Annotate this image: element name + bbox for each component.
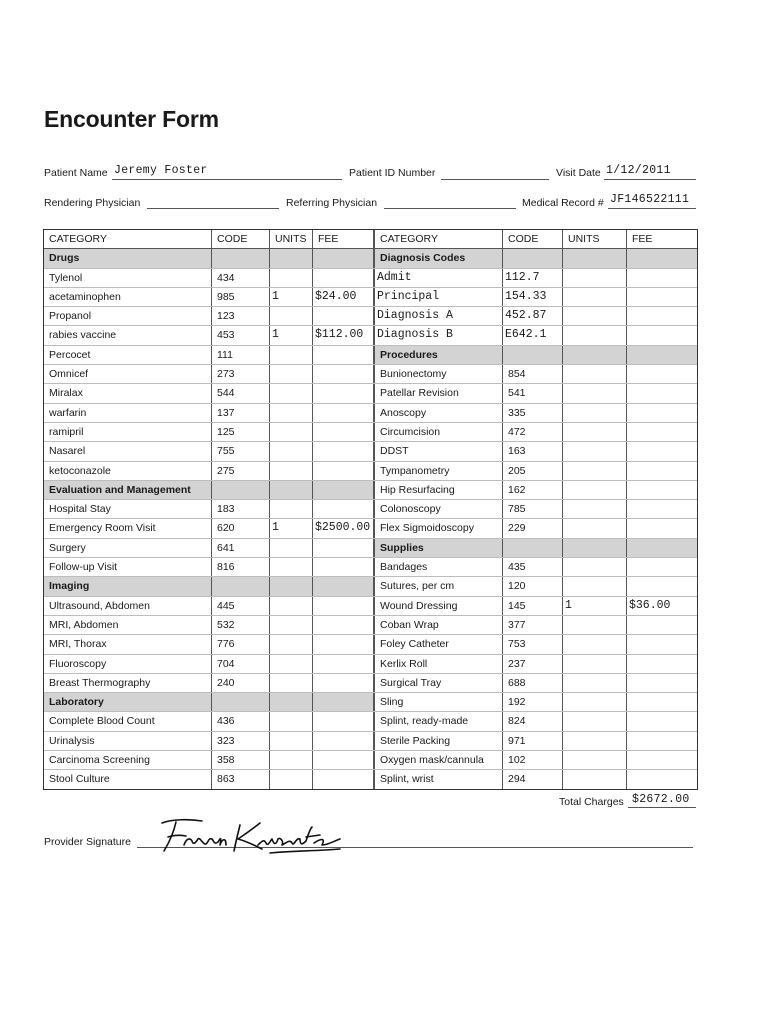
cell-right-units[interactable] — [563, 712, 627, 730]
cell-right-fee[interactable] — [627, 326, 697, 344]
cell-left-code: 434 — [212, 269, 270, 287]
header-code-left: CODE — [212, 230, 270, 248]
cell-right-fee[interactable] — [627, 288, 697, 306]
header-units-left: UNITS — [270, 230, 313, 248]
cell-left-category: Stool Culture — [44, 770, 212, 788]
cell-left-code: 111 — [212, 346, 270, 364]
cell-left-fee[interactable] — [313, 346, 374, 364]
cell-left-units[interactable] — [270, 712, 313, 730]
table-row — [44, 346, 697, 365]
cell-left-units — [270, 249, 313, 267]
table-header-row — [44, 230, 697, 249]
cell-right-category: Flex Sigmoidoscopy — [374, 519, 503, 537]
cell-right-fee — [627, 539, 697, 557]
cell-left-code: 620 — [212, 519, 270, 537]
cell-left-category: Carcinoma Screening — [44, 751, 212, 769]
charges-table — [43, 229, 698, 790]
cell-left-fee[interactable] — [313, 269, 374, 287]
cell-right-code — [503, 539, 563, 557]
cell-left-units[interactable] — [270, 751, 313, 769]
cell-right-category: Supplies — [374, 539, 503, 557]
cell-right-fee[interactable] — [627, 655, 697, 673]
header-units-right: UNITS — [563, 230, 627, 248]
cell-right-fee[interactable] — [627, 519, 697, 537]
cell-right-units — [563, 346, 627, 364]
visit-date-value[interactable]: 1/12/2011 — [606, 164, 671, 177]
cell-left-fee[interactable] — [313, 365, 374, 383]
cell-left-code: 358 — [212, 751, 270, 769]
cell-right-fee[interactable] — [627, 577, 697, 595]
cell-left-category: Imaging — [44, 577, 212, 595]
medical-record-line — [608, 208, 696, 209]
table-row — [44, 732, 697, 751]
cell-left-category: Complete Blood Count — [44, 712, 212, 730]
table-row — [44, 693, 697, 712]
cell-left-code — [212, 577, 270, 595]
rendering-physician-line — [147, 208, 279, 209]
cell-right-code: 971 — [503, 732, 563, 750]
cell-left-units[interactable] — [270, 539, 313, 557]
cell-left-units[interactable] — [270, 500, 313, 518]
cell-left-units[interactable] — [270, 423, 313, 441]
cell-left-units[interactable] — [270, 635, 313, 653]
cell-right-fee[interactable] — [627, 616, 697, 634]
total-charges-line — [628, 807, 696, 808]
header-fee-right: FEE — [632, 233, 653, 245]
cell-right-fee[interactable] — [627, 693, 697, 711]
cell-left-code: 776 — [212, 635, 270, 653]
cell-right-category[interactable]: Diagnosis A — [374, 307, 503, 325]
header-fee-left: FEE — [313, 230, 374, 248]
cell-left-code: 453 — [212, 326, 270, 344]
cell-right-fee[interactable] — [627, 635, 697, 653]
cell-right-fee[interactable] — [627, 481, 697, 499]
cell-left-units[interactable] — [270, 770, 313, 788]
cell-left-code: 863 — [212, 770, 270, 788]
table-row — [44, 577, 697, 596]
cell-left-fee[interactable] — [313, 732, 374, 750]
cell-left-category: Ultrasound, Abdomen — [44, 597, 212, 615]
cell-right-fee[interactable] — [627, 674, 697, 692]
cell-left-units[interactable] — [270, 558, 313, 576]
cell-left-category: Tylenol — [44, 269, 212, 287]
cell-right-category: Coban Wrap — [374, 616, 503, 634]
cell-left-fee — [313, 249, 374, 267]
cell-right-units[interactable]: 1 — [563, 597, 627, 615]
cell-left-units[interactable] — [270, 442, 313, 460]
cell-right-units[interactable] — [563, 269, 627, 287]
cell-left-units[interactable]: 1 — [270, 326, 313, 344]
cell-right-code: 753 — [503, 635, 563, 653]
cell-right-code: 688 — [503, 674, 563, 692]
cell-right-category: Anoscopy — [374, 404, 503, 422]
table-row — [44, 288, 697, 307]
cell-right-category[interactable]: Diagnosis B — [374, 326, 503, 344]
cell-left-units — [270, 693, 313, 711]
cell-right-category: Bunionectomy — [374, 365, 503, 383]
cell-left-fee[interactable]: $112.00 — [313, 326, 374, 344]
cell-left-code: 137 — [212, 404, 270, 422]
cell-right-fee[interactable] — [627, 712, 697, 730]
table-row — [44, 442, 697, 461]
cell-right-code — [503, 346, 563, 364]
cell-left-fee[interactable] — [313, 616, 374, 634]
cell-right-code: 237 — [503, 655, 563, 673]
table-row — [44, 307, 697, 326]
cell-right-fee[interactable] — [627, 384, 697, 402]
total-charges-value: $2672.00 — [632, 793, 690, 806]
cell-left-units — [270, 577, 313, 595]
cell-left-category: Follow-up Visit — [44, 558, 212, 576]
cell-left-fee[interactable] — [313, 423, 374, 441]
cell-right-code: 472 — [503, 423, 563, 441]
table-row — [44, 249, 697, 268]
referring-physician-line — [384, 208, 516, 209]
cell-right-category: Procedures — [374, 346, 503, 364]
cell-right-code[interactable]: 452.87 — [503, 307, 563, 325]
cell-left-units[interactable] — [270, 616, 313, 634]
cell-left-category: Nasarel — [44, 442, 212, 460]
cell-right-units[interactable] — [563, 616, 627, 634]
cell-left-fee[interactable] — [313, 635, 374, 653]
cell-right-code: 163 — [503, 442, 563, 460]
cell-left-category: rabies vaccine — [44, 326, 212, 344]
table-row — [44, 519, 697, 538]
cell-right-category: Hip Resurfacing — [374, 481, 503, 499]
cell-left-category: Surgery — [44, 539, 212, 557]
cell-right-code[interactable]: 154.33 — [503, 288, 563, 306]
cell-right-code: 229 — [503, 519, 563, 537]
cell-right-fee[interactable]: $36.00 — [629, 598, 671, 612]
cell-left-code: 445 — [212, 597, 270, 615]
provider-signature-label: Provider Signature — [44, 836, 131, 848]
cell-right-code: 205 — [503, 462, 563, 480]
cell-left-code: 323 — [212, 732, 270, 750]
cell-right-code[interactable]: E642.1 — [503, 326, 563, 344]
cell-right-units — [563, 249, 627, 267]
cell-left-category: Miralax — [44, 384, 212, 402]
cell-left-code: 273 — [212, 365, 270, 383]
cell-right-fee[interactable] — [627, 404, 697, 422]
cell-right-category: Circumcision — [374, 423, 503, 441]
cell-left-units[interactable] — [270, 404, 313, 422]
cell-left-category: Breast Thermography — [44, 674, 212, 692]
table-row — [44, 751, 697, 770]
cell-right-code: 294 — [503, 770, 563, 788]
cell-right-units[interactable] — [563, 693, 627, 711]
cell-right-category: Splint, ready-made — [374, 712, 503, 730]
table-row — [44, 558, 697, 577]
cell-left-category: Percocet — [44, 346, 212, 364]
cell-right-units[interactable] — [563, 674, 627, 692]
cell-right-code: 377 — [503, 616, 563, 634]
cell-right-fee[interactable] — [627, 751, 697, 769]
cell-left-code: 183 — [212, 500, 270, 518]
cell-left-category: Evaluation and Management — [44, 481, 212, 499]
cell-left-units[interactable] — [270, 597, 313, 615]
cell-left-units[interactable] — [270, 674, 313, 692]
cell-right-units[interactable] — [563, 423, 627, 441]
cell-right-fee[interactable] — [627, 732, 697, 750]
cell-left-fee[interactable] — [313, 442, 374, 460]
cell-left-category: Hospital Stay — [44, 500, 212, 518]
cell-left-code: 985 — [212, 288, 270, 306]
table-row — [44, 770, 697, 788]
cell-right-units[interactable] — [563, 365, 627, 383]
table-row — [44, 326, 697, 345]
cell-left-category: ketoconazole — [44, 462, 212, 480]
cell-left-code: 532 — [212, 616, 270, 634]
cell-right-code: 335 — [503, 404, 563, 422]
patient-name-label: Patient Name — [44, 167, 108, 179]
cell-right-category[interactable]: Admit — [374, 269, 503, 287]
cell-right-units[interactable] — [563, 519, 627, 537]
cell-left-fee[interactable] — [313, 770, 374, 788]
cell-left-fee[interactable]: $24.00 — [313, 288, 374, 306]
cell-right-category: Splint, wrist — [374, 770, 503, 788]
cell-right-units[interactable] — [563, 442, 627, 460]
cell-right-code: 824 — [503, 712, 563, 730]
cell-left-fee[interactable] — [313, 539, 374, 557]
cell-left-fee[interactable] — [313, 307, 374, 325]
cell-left-code: 641 — [212, 539, 270, 557]
cell-left-category: Fluoroscopy — [44, 655, 212, 673]
rendering-physician-label: Rendering Physician — [44, 197, 141, 209]
page-title: Encounter Form — [44, 106, 219, 132]
cell-left-category: acetaminophen — [44, 288, 212, 306]
cell-right-units[interactable] — [563, 635, 627, 653]
table-row — [44, 481, 697, 500]
cell-left-fee[interactable] — [313, 404, 374, 422]
table-row — [44, 423, 697, 442]
cell-left-code — [212, 693, 270, 711]
visit-date-line — [604, 179, 696, 180]
cell-right-code: 854 — [503, 365, 563, 383]
header-category-left: CATEGORY — [44, 230, 212, 248]
cell-right-code: 541 — [503, 384, 563, 402]
cell-left-fee[interactable] — [313, 500, 374, 518]
cell-right-units[interactable] — [563, 481, 627, 499]
cell-right-code: 785 — [503, 500, 563, 518]
table-row — [44, 462, 697, 481]
cell-left-fee[interactable]: $2500.00 — [313, 519, 374, 537]
cell-left-category: Omnicef — [44, 365, 212, 383]
cell-left-code: 704 — [212, 655, 270, 673]
cell-left-code: 125 — [212, 423, 270, 441]
cell-right-units[interactable] — [563, 288, 627, 306]
cell-left-category: ramipril — [44, 423, 212, 441]
cell-right-units[interactable] — [563, 500, 627, 518]
table-row — [44, 384, 697, 403]
cell-right-units[interactable] — [563, 751, 627, 769]
cell-right-category: Foley Catheter — [374, 635, 503, 653]
header-category-right: CATEGORY — [374, 230, 503, 248]
patient-id-label: Patient ID Number — [349, 167, 436, 179]
cell-right-category: Colonoscopy — [374, 500, 503, 518]
cell-right-category: Kerlix Roll — [374, 655, 503, 673]
cell-left-fee[interactable] — [313, 712, 374, 730]
cell-left-code: 240 — [212, 674, 270, 692]
cell-left-units[interactable] — [270, 307, 313, 325]
cell-right-units[interactable] — [563, 558, 627, 576]
cell-left-category: Propanol — [44, 307, 212, 325]
cell-right-code: 120 — [503, 577, 563, 595]
cell-left-units[interactable]: 1 — [270, 288, 313, 306]
cell-right-fee — [627, 249, 697, 267]
cell-right-category: Patellar Revision — [374, 384, 503, 402]
cell-left-units[interactable] — [270, 346, 313, 364]
cell-left-fee[interactable] — [313, 558, 374, 576]
cell-left-code: 816 — [212, 558, 270, 576]
cell-right-fee[interactable] — [627, 365, 697, 383]
cell-left-code: 275 — [212, 462, 270, 480]
patient-id-line — [441, 179, 549, 180]
cell-left-units[interactable] — [270, 384, 313, 402]
cell-left-code: 436 — [212, 712, 270, 730]
referring-physician-label: Referring Physician — [286, 197, 378, 209]
cell-right-code: 192 — [503, 693, 563, 711]
table-row — [44, 597, 697, 616]
cell-left-code: 123 — [212, 307, 270, 325]
cell-right-category: Sterile Packing — [374, 732, 503, 750]
cell-right-units[interactable] — [563, 384, 627, 402]
table-row — [44, 404, 697, 423]
cell-right-fee[interactable] — [627, 423, 697, 441]
provider-signature — [150, 815, 350, 857]
table-row — [44, 269, 697, 288]
cell-left-category: MRI, Thorax — [44, 635, 212, 653]
cell-right-units[interactable] — [563, 326, 627, 344]
patient-name-line — [112, 179, 342, 180]
medical-record-value[interactable]: JF146522111 — [610, 193, 690, 206]
cell-left-units[interactable] — [270, 462, 313, 480]
patient-name-value[interactable]: Jeremy Foster — [114, 164, 208, 177]
table-row — [44, 500, 697, 519]
cell-left-category: warfarin — [44, 404, 212, 422]
cell-left-fee[interactable] — [313, 674, 374, 692]
cell-right-units[interactable] — [563, 770, 627, 788]
cell-left-fee[interactable] — [313, 597, 374, 615]
cell-right-fee[interactable] — [627, 442, 697, 460]
cell-left-units[interactable] — [270, 655, 313, 673]
cell-left-fee[interactable] — [313, 384, 374, 402]
cell-right-category: Surgical Tray — [374, 674, 503, 692]
cell-left-category: Drugs — [44, 249, 212, 267]
cell-left-units[interactable]: 1 — [270, 519, 313, 537]
cell-left-code — [212, 481, 270, 499]
cell-right-category: Wound Dressing — [374, 597, 503, 615]
cell-left-code: 544 — [212, 384, 270, 402]
cell-right-code: 145 — [503, 597, 563, 615]
cell-right-units[interactable] — [563, 577, 627, 595]
table-row — [44, 712, 697, 731]
table-row — [44, 635, 697, 654]
cell-right-category: Bandages — [374, 558, 503, 576]
cell-left-code: 755 — [212, 442, 270, 460]
cell-right-category: Diagnosis Codes — [374, 249, 503, 267]
cell-left-units[interactable] — [270, 269, 313, 287]
cell-right-category: Tympanometry — [374, 462, 503, 480]
cell-left-units[interactable] — [270, 365, 313, 383]
cell-right-fee[interactable] — [627, 770, 697, 788]
cell-right-fee[interactable] — [627, 462, 697, 480]
cell-right-code — [503, 249, 563, 267]
table-row — [44, 655, 697, 674]
cell-left-category: Emergency Room Visit — [44, 519, 212, 537]
cell-right-units[interactable] — [563, 655, 627, 673]
table-row — [44, 539, 697, 558]
total-charges-label: Total Charges — [559, 796, 624, 808]
cell-left-fee[interactable] — [313, 462, 374, 480]
cell-left-units[interactable] — [270, 732, 313, 750]
cell-left-fee[interactable] — [313, 655, 374, 673]
cell-right-fee — [627, 346, 697, 364]
cell-right-fee[interactable] — [627, 558, 697, 576]
table-row — [44, 365, 697, 384]
cell-left-fee[interactable] — [313, 751, 374, 769]
cell-left-fee — [313, 693, 374, 711]
cell-right-fee[interactable] — [627, 269, 697, 287]
table-row — [44, 674, 697, 693]
cell-right-category[interactable]: Principal — [374, 288, 503, 306]
cell-right-units[interactable] — [563, 307, 627, 325]
cell-right-code[interactable]: 112.7 — [503, 269, 563, 287]
cell-right-category: DDST — [374, 442, 503, 460]
medical-record-label: Medical Record # — [522, 197, 604, 209]
header-code-right: CODE — [503, 230, 563, 248]
visit-date-label: Visit Date — [556, 167, 601, 179]
cell-left-fee — [313, 481, 374, 499]
cell-right-units[interactable] — [563, 404, 627, 422]
cell-left-units — [270, 481, 313, 499]
cell-right-units[interactable] — [563, 462, 627, 480]
cell-right-category: Oxygen mask/cannula — [374, 751, 503, 769]
cell-left-category: MRI, Abdomen — [44, 616, 212, 634]
cell-left-category: Urinalysis — [44, 732, 212, 750]
cell-right-fee[interactable] — [627, 307, 697, 325]
cell-right-category: Sutures, per cm — [374, 577, 503, 595]
cell-right-units — [563, 539, 627, 557]
cell-right-category: Sling — [374, 693, 503, 711]
cell-right-units[interactable] — [563, 732, 627, 750]
cell-right-code: 435 — [503, 558, 563, 576]
cell-right-fee[interactable] — [627, 500, 697, 518]
table-row — [44, 616, 697, 635]
cell-left-fee — [313, 577, 374, 595]
cell-right-code: 162 — [503, 481, 563, 499]
cell-right-code: 102 — [503, 751, 563, 769]
cell-left-category: Laboratory — [44, 693, 212, 711]
cell-left-code — [212, 249, 270, 267]
